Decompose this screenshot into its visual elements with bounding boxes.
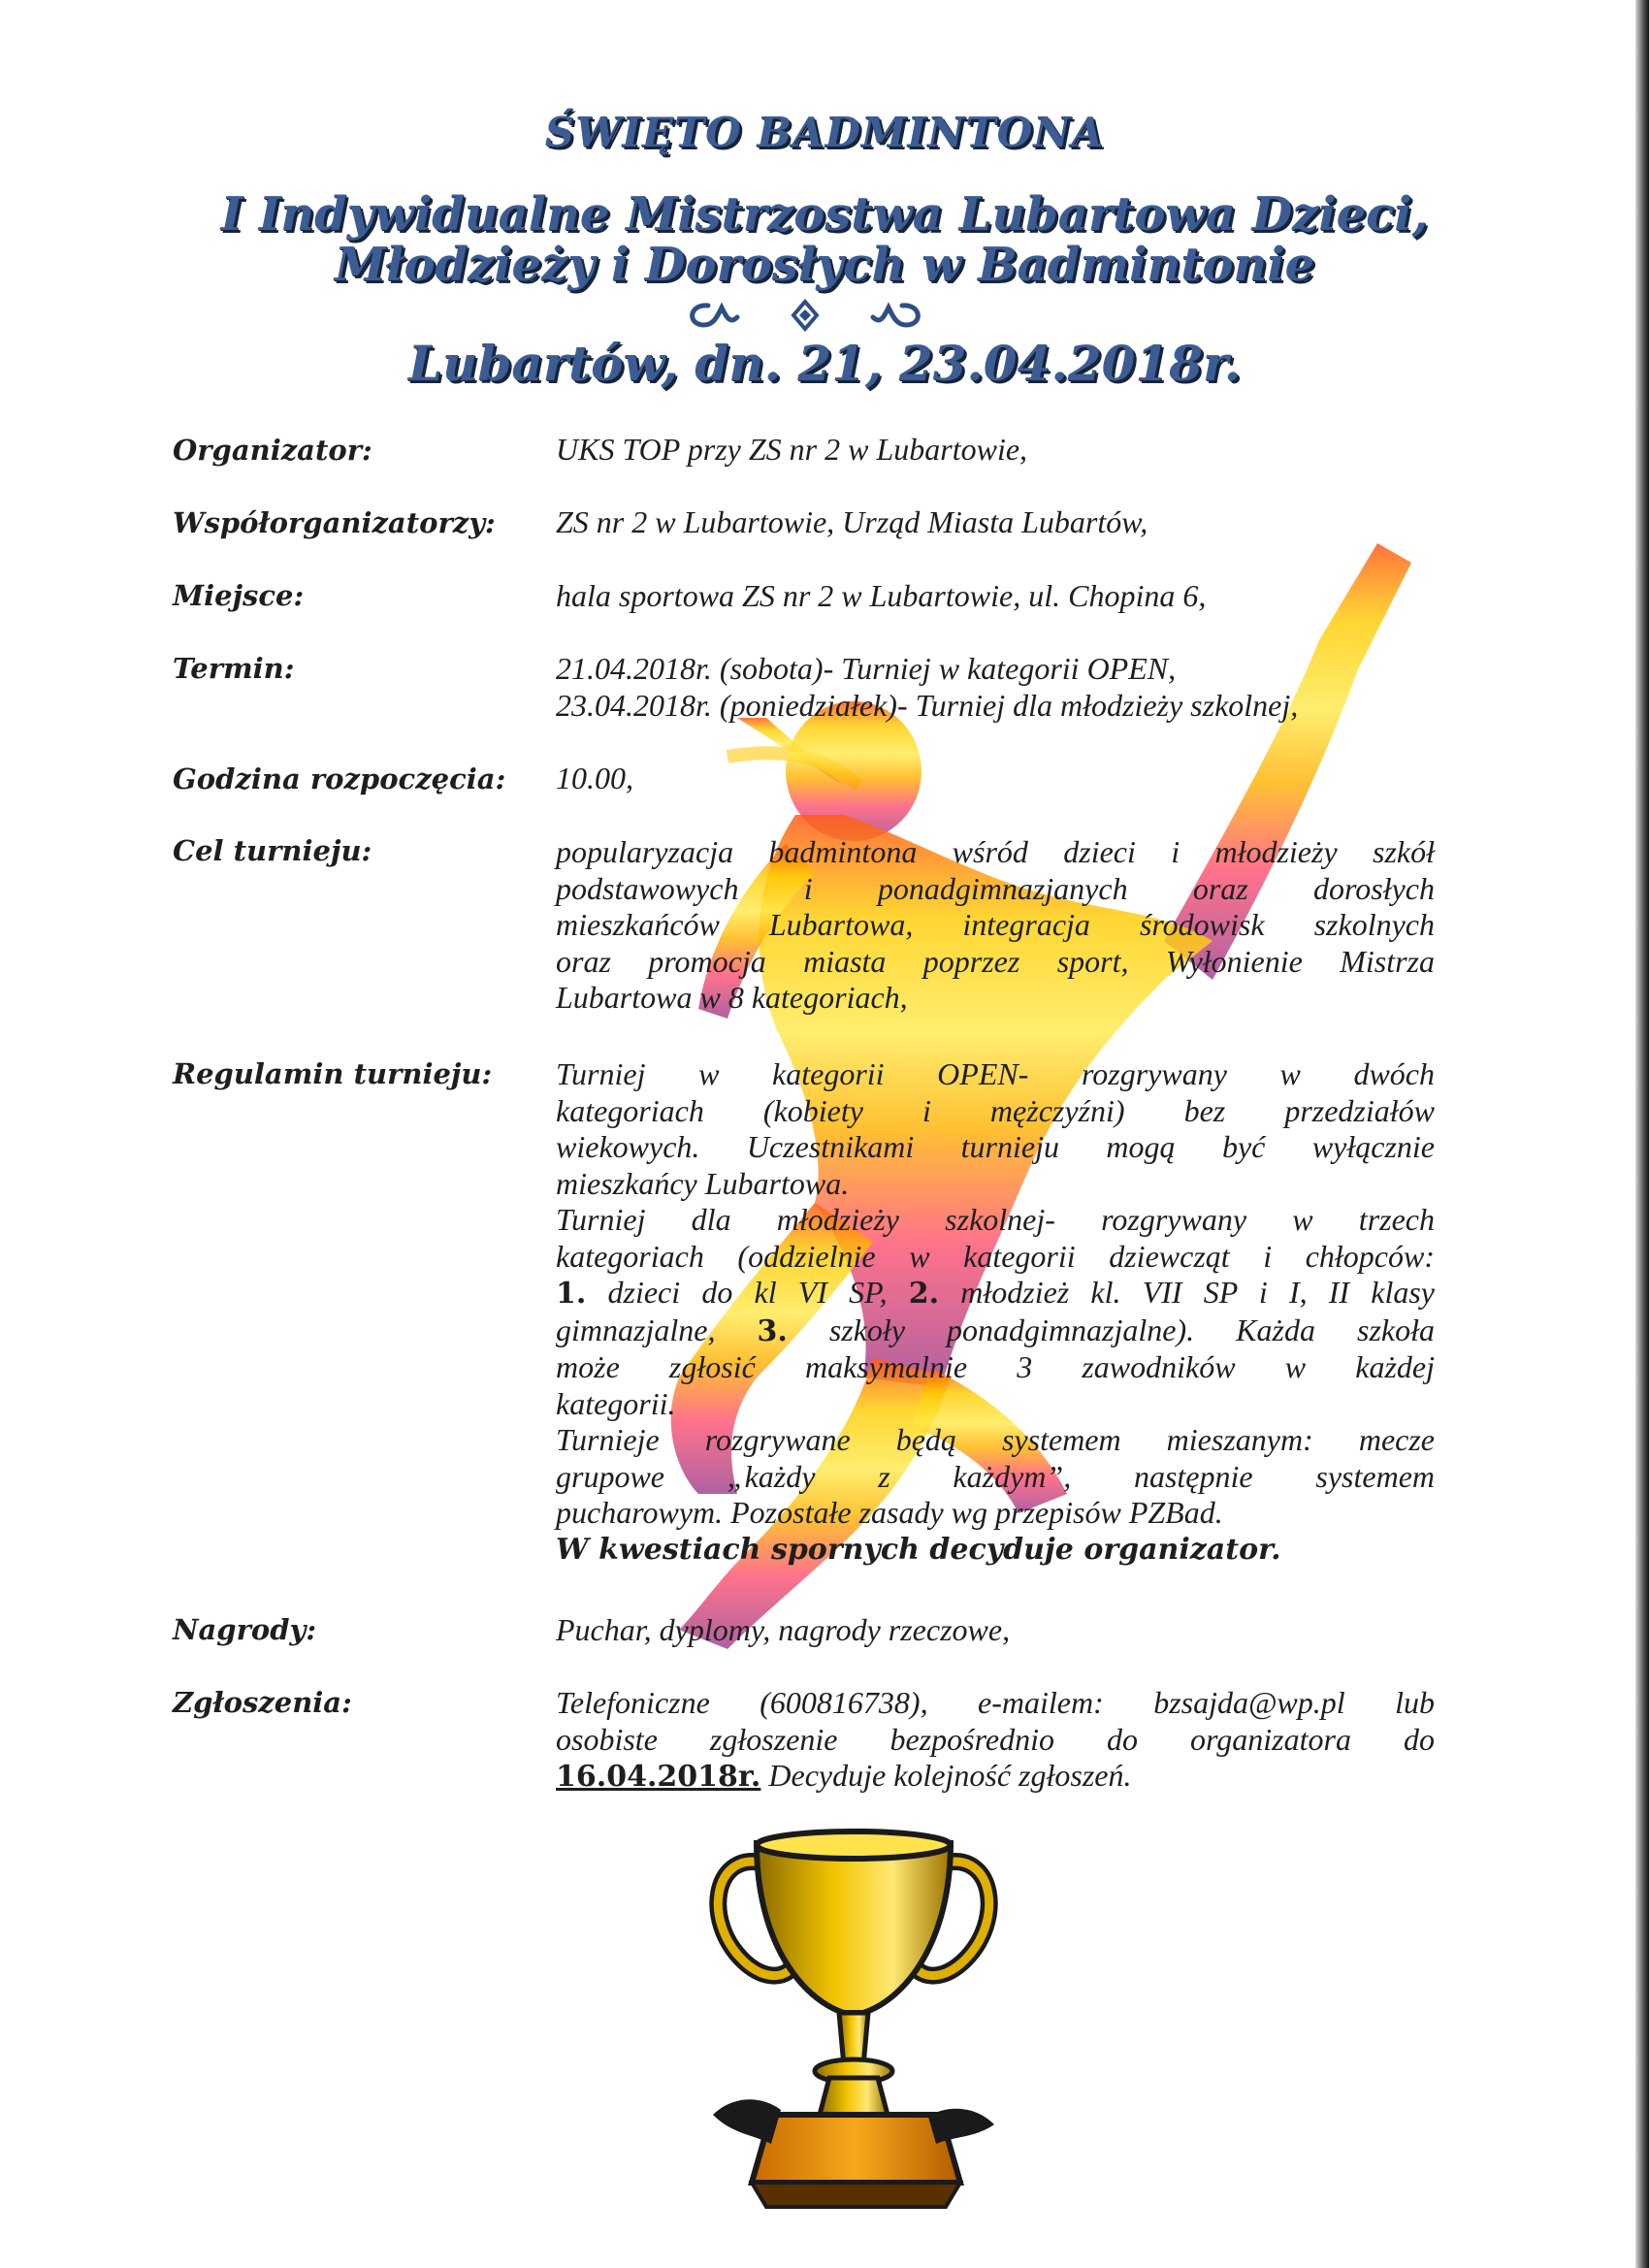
poster-subtitle-line1: I Indywidualne Mistrzostwa Lubartowa Dzieci, (220, 187, 1429, 242)
trophy-cup-icon (703, 1824, 1004, 2212)
start-time-label: Godzina rozpoczęcia: (173, 762, 506, 795)
rules-label: Regulamin turnieju: (173, 1057, 493, 1090)
category-text: dzieci do kl VI SP, (586, 1275, 909, 1310)
rules-line: wiekowych. Uczestnikami turnieju mogą być wyłącznie (556, 1129, 1435, 1164)
rules-line: kategorii. (556, 1385, 676, 1421)
rules-category-line (556, 1312, 1435, 1350)
rules-category-line (556, 1275, 1435, 1312)
organizer-value: UKS TOP przy ZS nr 2 w Lubartowie, (556, 432, 1028, 467)
decorative-scroll-icon (679, 296, 931, 335)
rules-line: Turniej dla młodzieży szkolnej- rozgrywany w trzech (556, 1202, 1435, 1237)
rules-line: kategoriach (oddzielnie w kategorii dziewcząt i chłopców: (556, 1238, 1435, 1274)
entries-after-deadline: Decyduje kolejność zgłoszeń. (760, 1758, 1132, 1793)
poster-title: ŚWIĘTO BADMINTONA (544, 109, 1105, 156)
entries-line: Telefoniczne (600816738), e-mailem: bzsajda@wp.pl lub (556, 1685, 1435, 1720)
category-number: 2. (908, 1277, 940, 1311)
rules-line: Turnieje rozgrywane będą systemem mieszanym: mecze (556, 1422, 1435, 1457)
rules-line: Turniej w kategorii OPEN- rozgrywany w dwóch (556, 1056, 1435, 1091)
entries-line (556, 1758, 1435, 1796)
goal-line: podstawowych i ponadgimnazjanych oraz dorosłych (556, 870, 1435, 906)
prizes-value: Puchar, dyplomy, nagrody rzeczowe, (556, 1612, 1011, 1647)
goal-line: mieszkańców Lubartowa, integracja środowisk szkolnych (556, 907, 1435, 942)
category-text: młodzież kl. VII SP i I, II klasy (939, 1275, 1436, 1310)
coorganizers-label: Współorganizatorzy: (173, 506, 496, 539)
entries-label: Zgłoszenia: (173, 1686, 352, 1719)
rules-bold-note: W kwestiach spornych decyduje organizator. (556, 1532, 1281, 1567)
rules-line: grupowe „każdy z każdym”, następnie systemem (556, 1458, 1435, 1494)
goal-label: Cel turnieju: (173, 834, 372, 867)
term-value (556, 651, 1435, 724)
coorganizers-value: ZS nr 2 w Lubartowie, Urząd Miasta Lubartów, (556, 504, 1148, 539)
goal-line: oraz promocja miasta poprzez sport, Wyłonienie Mistrza (556, 943, 1435, 979)
place-value: hala sportowa ZS nr 2 w Lubartowie, ul. Chopina 6, (556, 578, 1207, 613)
category-text: szkoły ponadgimnazjalne). Każda szkoła (787, 1312, 1436, 1347)
category-text: gimnazjalne, (556, 1312, 758, 1347)
rules-value (556, 1056, 1435, 1568)
entries-line: osobiste zgłoszenie bezpośrednio do organizatora do (556, 1721, 1435, 1757)
poster-date-line: Lubartów, dn. 21, 23.04.2018r. (407, 335, 1242, 392)
prizes-label: Nagrody: (173, 1613, 317, 1646)
rules-line: może zgłosić maksymalnie 3 zawodników w każdej (556, 1349, 1435, 1384)
poster-subtitle-line2: Młodzieży i Dorosłych w Badmintonie (334, 238, 1315, 292)
term-label: Termin: (173, 652, 295, 685)
rules-line: pucharowym. Pozostałe zasady wg przepisów PZBad. (556, 1495, 1223, 1530)
goal-line: popularyzacja badmintona wśród dzieci i młodzieży szkół (556, 834, 1435, 869)
place-label: Miejsce: (173, 579, 305, 612)
organizer-label: Organizator: (173, 434, 372, 467)
goal-line: Lubartowa w 8 kategoriach, (556, 980, 908, 1015)
term-line-2: 23.04.2018r. (poniedziałek)- Turniej dla młodzieży szkolnej, (556, 687, 1299, 723)
start-time-value: 10.00, (556, 761, 633, 795)
category-number: 1. (556, 1277, 587, 1311)
category-number: 3. (757, 1313, 788, 1348)
term-line-1: 21.04.2018r. (sobota)- Turniej w kategorii OPEN, (556, 651, 1177, 686)
entries-value (556, 1685, 1435, 1796)
rules-line: kategoriach (kobiety i mężczyźni) bez przedziałów (556, 1092, 1435, 1128)
entries-deadline: 16.04.2018r. (556, 1760, 761, 1794)
page-edge-shadow (1635, 0, 1649, 2268)
goal-value (556, 834, 1435, 1017)
rules-line: mieszkańcy Lubartowa. (556, 1165, 850, 1201)
